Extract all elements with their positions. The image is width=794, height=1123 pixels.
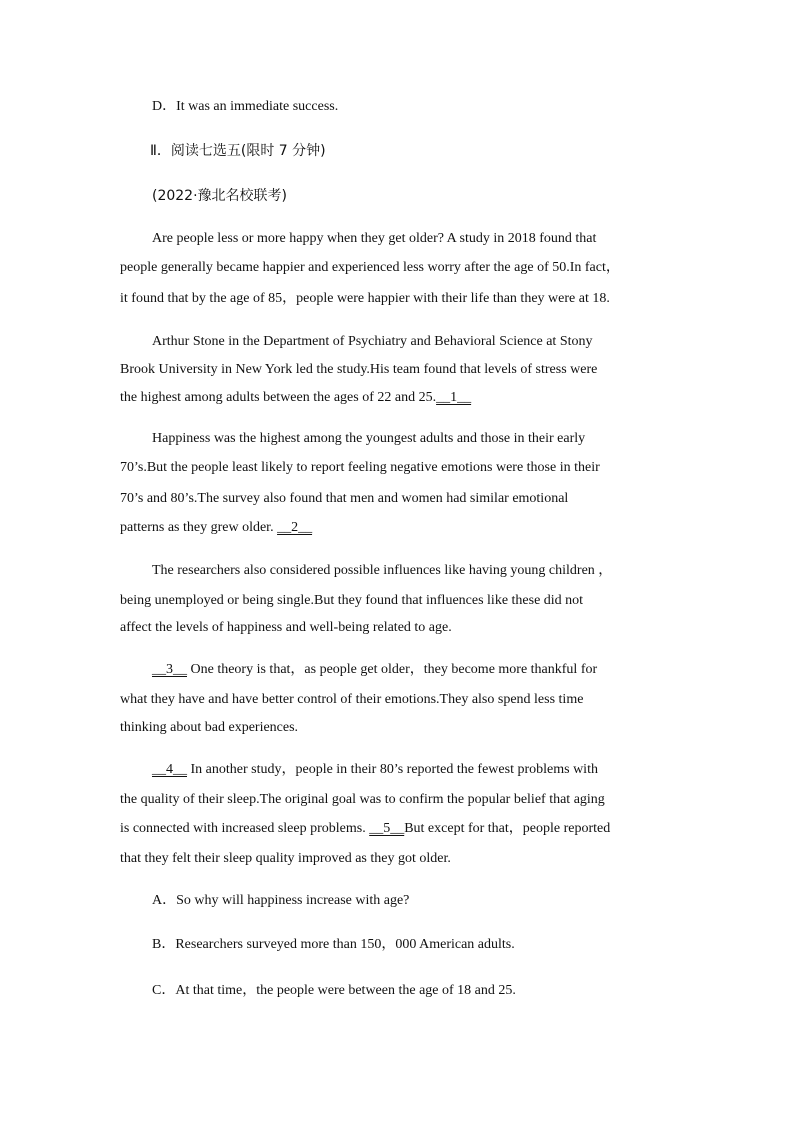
option-c: C．At that time，the people were between the age of 18 and 25. bbox=[152, 983, 516, 998]
option-d: D．It was an immediate success. bbox=[152, 99, 339, 114]
p2-line-2: Brook University in New York led the study.His team found that levels of stress were bbox=[120, 362, 598, 377]
p2-line-3-text: the highest among adults between the ages of 22 and 25. bbox=[120, 390, 437, 405]
p1-line-2: people generally became happier and experienced less worry after the age of 50.In fact， bbox=[120, 260, 620, 275]
p2-line-1: Arthur Stone in the Department of Psychiatry and Behavioral Science at Stony bbox=[152, 334, 593, 349]
p6-line-1 bbox=[152, 761, 598, 779]
p6-line-3 bbox=[120, 820, 610, 838]
section-title: Ⅱ．阅读七选五(限时 7 分钟) bbox=[150, 143, 326, 159]
p5-line-3: thinking about bad experiences. bbox=[120, 720, 299, 735]
blank-2[interactable]: __2__ bbox=[277, 520, 313, 535]
p1-line-1: Are people less or more happy when they get older? A study in 2018 found that bbox=[152, 231, 597, 246]
p6-line-3-text: is connected with increased sleep problems. bbox=[120, 821, 370, 836]
p4-line-3: affect the levels of happiness and well-being related to age. bbox=[120, 620, 452, 635]
p3-line-2: 70’s.But the people least likely to report feeling negative emotions were those in their bbox=[120, 460, 600, 475]
p5-line-2: what they have and have better control of their emotions.They also spend less time bbox=[120, 692, 584, 707]
p6-line-4: that they felt their sleep quality improved as they got older. bbox=[120, 851, 451, 866]
p4-line-2: being unemployed or being single.But they found that influences like these did not bbox=[120, 593, 584, 608]
p6-line-3-tail: But except for that，people reported bbox=[404, 821, 611, 836]
p3-line-4-text: patterns as they grew older. bbox=[120, 520, 278, 535]
source-note: (2022·豫北名校联考) bbox=[152, 188, 288, 204]
p3-line-1: Happiness was the highest among the youngest adults and those in their early bbox=[152, 431, 586, 446]
p5-line-1-text: One theory is that，as people get older，they become more thankful for bbox=[187, 662, 598, 677]
blank-5[interactable]: __5__ bbox=[369, 821, 405, 836]
p6-line-1-text: In another study，people in their 80’s reported the fewest problems with bbox=[187, 762, 598, 777]
option-b: B．Researchers surveyed more than 150，000 American adults. bbox=[152, 937, 515, 952]
p4-line-1: The researchers also considered possible influences like having young children ， bbox=[152, 563, 613, 578]
p3-line-3: 70’s and 80’s.The survey also found that men and women had similar emotional bbox=[120, 491, 569, 506]
p5-line-1 bbox=[152, 661, 597, 679]
blank-3[interactable]: __3__ bbox=[152, 662, 187, 677]
p3-line-4 bbox=[120, 519, 312, 537]
p1-line-3: it found that by the age of 85，people were happier with their life than they were at 18. bbox=[120, 291, 610, 306]
option-a: A．So why will happiness increase with age? bbox=[152, 893, 410, 908]
p2-line-3 bbox=[120, 389, 471, 407]
p6-line-2: the quality of their sleep.The original goal was to confirm the popular belief that aging bbox=[120, 792, 605, 807]
blank-4[interactable]: __4__ bbox=[152, 762, 187, 777]
blank-1[interactable]: __1__ bbox=[436, 390, 472, 405]
